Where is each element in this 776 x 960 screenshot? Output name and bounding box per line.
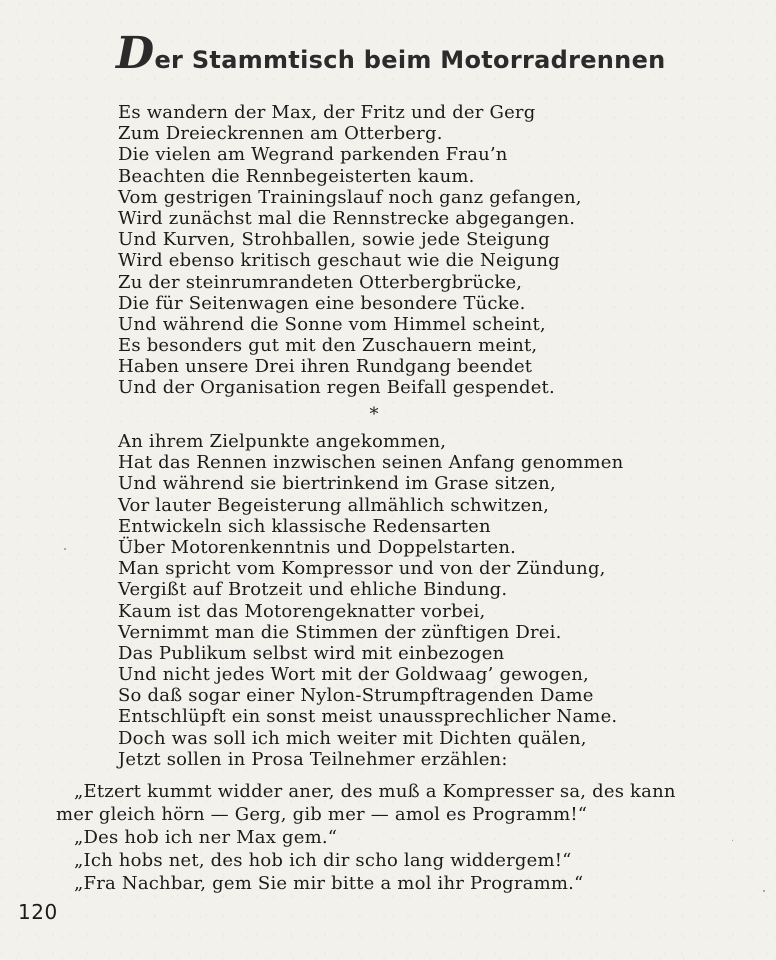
poem-line: Haben unsere Drei ihren Rundgang beendet <box>118 356 533 378</box>
poem-line: Zum Dreieckrennen am Otterberg. <box>118 123 443 145</box>
poem-line: Entschlüpft ein sonst meist unaussprechlicher Name. <box>118 706 618 728</box>
poem-line: Vor lauter Begeisterung allmählich schwitzen, <box>118 494 550 516</box>
stanza-separator: * <box>369 404 379 425</box>
scan-speck <box>732 840 733 841</box>
poem-line: Vom gestrigen Trainingslauf noch ganz gefangen, <box>118 186 582 208</box>
poem-line: Hat das Rennen inzwischen seinen Anfang genommen <box>118 452 624 474</box>
poem-stanza-1 <box>118 102 638 399</box>
poem-line: Beachten die Rennbegeisterten kaum. <box>118 165 475 187</box>
dialogue-line: „Ich hobs net, des hob ich dir scho lang widdergem!“ <box>74 850 572 871</box>
poem-line: Jetzt sollen in Prosa Teilnehmer erzählen: <box>118 748 508 770</box>
scan-speck <box>763 890 765 892</box>
dialogue-block <box>56 780 716 895</box>
poem-line: Es besonders gut mit den Zuschauern meint, <box>118 335 538 357</box>
poem-line: Das Publikum selbst wird mit einbezogen <box>118 642 505 664</box>
poem-line: Und während sie biertrinkend im Grase sitzen, <box>118 473 556 495</box>
poem-line: Und nicht jedes Wort mit der Goldwaag’ gewogen, <box>118 664 589 686</box>
poem-line: An ihrem Zielpunkte angekommen, <box>118 431 447 452</box>
poem-line: Wird ebenso kritisch geschaut wie die Neigung <box>118 250 560 272</box>
dialogue-line: „Fra Nachbar, gem Sie mir bitte a mol ihr Programm.“ <box>74 873 584 894</box>
poem-line: Vergißt auf Brotzeit und ehliche Bindung. <box>118 579 508 601</box>
dialogue-line: „Etzert kummt widder aner, des muß a Kompresser sa, des kann <box>74 781 676 802</box>
poem-line: Und während die Sonne vom Himmel scheint, <box>118 313 546 335</box>
poem-line: Kaum ist das Motorengeknatter vorbei, <box>118 600 486 622</box>
poem-line: Vernimmt man die Stimmen der zünftigen Drei. <box>118 621 562 643</box>
poem-line: Es wandern der Max, der Fritz und der Gerg <box>118 102 536 123</box>
poem-line: Und der Organisation regen Beifall gespendet. <box>118 377 555 399</box>
dialogue-line: mer gleich hörn — Gerg, gib mer — amol es Programm!“ <box>56 804 588 825</box>
poem-line: Über Motorenkenntnis und Doppelstarten. <box>118 536 517 558</box>
scan-speck <box>64 548 66 550</box>
dialogue-line: „Des hob ich ner Max gem.“ <box>74 827 338 848</box>
poem-line: Die für Seitenwagen eine besondere Tücke. <box>118 292 526 314</box>
poem-line: Die vielen am Wegrand parkenden Frau’n <box>118 144 508 166</box>
poem-line: So daß sogar einer Nylon-Strumpftragenden Dame <box>118 685 594 707</box>
poem-line: Und Kurven, Strohballen, sowie jede Steigung <box>118 229 550 251</box>
poem-line: Zu der steinrumrandeten Otterbergbrücke, <box>118 271 523 293</box>
poem-line: Wird zunächst mal die Rennstrecke abgegangen. <box>118 207 576 229</box>
page-number: 120 <box>18 900 58 924</box>
poem-stanza-2 <box>118 431 638 770</box>
poem-line: Doch was soll ich mich weiter mit Dichten quälen, <box>118 727 587 749</box>
poem-line: Man spricht vom Kompressor und von der Zündung, <box>118 558 606 580</box>
poem-line: Entwickeln sich klassische Redensarten <box>118 515 491 537</box>
page-title: Der Stammtisch beim Motorradrennen <box>116 28 666 79</box>
